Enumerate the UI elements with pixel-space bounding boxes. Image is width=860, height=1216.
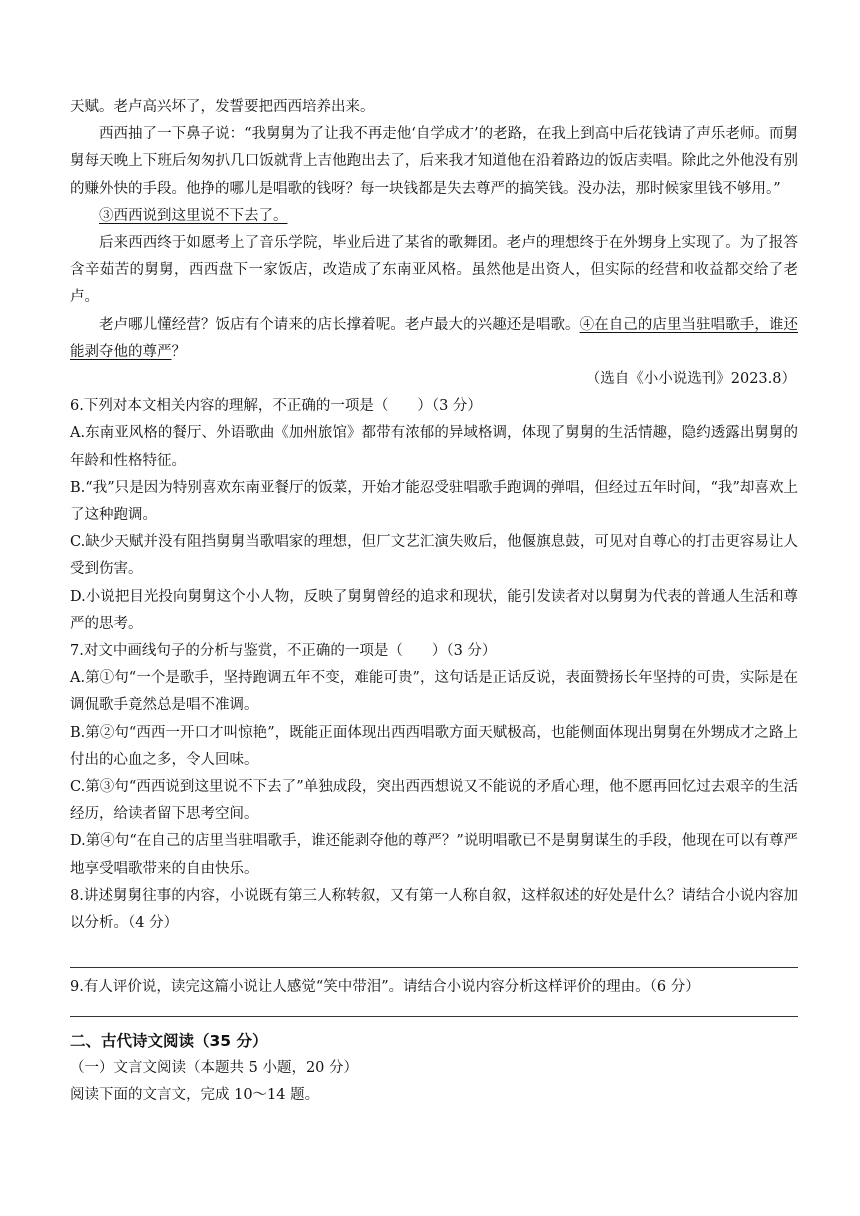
story-paragraph-5-text: 老卢哪儿懂经营？饭店有个请来的店长撑着呢。老卢最大的兴趣还是唱歌。 [99,316,580,333]
section-2-instruction: 阅读下面的文言文，完成 10～14 题。 [70,1086,320,1103]
question-6-stem: 6.下列对本文相关内容的理解，不正确的一项是（ ）（3 分） [70,398,482,415]
source-citation: （选自《小小说选刊》2023.8） [585,371,796,388]
question-6-option-c: C.缺少天赋并没有阻挡舅舅当歌唱家的理想，但厂文艺汇演失败后，他偃旗息鼓，可见对自尊心的打击更容易让人受到伤害。 [70,534,798,578]
question-7-option-a: A.第①句“一个是歌手，坚持跑调五年不变，难能可贵”，这句话是正话反说，表面赞扬长年坚持的可贵，实际是在调侃歌手竟然总是唱不准调。 [70,670,798,714]
underlined-sentence-4: ④在自己的店里当驻唱歌手，谁还能剥夺他的尊严 [70,316,799,360]
question-8: 8.讲述舅舅往事的内容，小说既有第三人称转叙，又有第一人称自叙，这样叙述的好处是什么？请结合小说内容加以分析。（4 分） [70,887,798,932]
question-7-stem: 7.对文中画线句子的分析与鉴赏，不正确的一项是（ ）（3 分） [70,643,497,660]
story-paragraph-1: 天赋。老卢高兴坏了，发誓要把西西培养出来。 [70,99,375,115]
story-paragraph-4: 后来西西终于如愿考上了音乐学院，毕业后进了某省的歌舞团。老卢的理想终于在外甥身上实现了。为了报答含辛茹苦的舅舅，西西盘下一家饭店，改造成了东南亚风格。虽然他是出资人，但实际的经营和收益都交给了老卢。 [70,235,798,306]
question-9: 9.有人评价说，读完这篇小说让人感觉“笑中带泪”。请结合小说内容分析这样评价的理由。（6 分） [70,979,700,996]
section-2-subtitle: （一）文言文阅读（本题共 5 小题，20 分） [70,1059,359,1076]
story-paragraph-3 [70,203,798,230]
question-6-option-b: B.“我”只是因为特别喜欢东南亚餐厅的饭菜，开始才能忍受驻唱歌手跑调的弹唱，但经过五年时间，“我”却喜欢上了这种跑调。 [70,479,798,524]
answer-line-9 [70,1016,798,1017]
question-7-option-c: C.第③句“西西说到这里说不下去了”单独成段，突出西西想说又不能说的矛盾心理，他不愿再回忆过去艰辛的生活经历，给读者留下思考空间。 [70,779,798,823]
story-paragraph-5-end: ？ [171,343,186,360]
question-6-option-a: A.东南亚风格的餐厅、外语歌曲《加州旅馆》都带有浓郁的异域格调，体现了舅舅的生活情趣，隐约透露出舅舅的年龄和性格特征。 [70,425,798,469]
underlined-sentence-3: ③西西说到这里说不下去了。 [99,207,288,224]
question-7-option-b: B.第②句“西西一开口才叫惊艳”，既能正面体现出西西唱歌方面天赋极高，也能侧面体现出舅舅在外甥成才之路上付出的心血之多，令人回味。 [70,724,798,768]
question-6-option-d: D.小说把目光投向舅舅这个小人物，反映了舅舅曾经的追求和现状，能引发读者对以舅舅为代表的普通人生活和尊严的思考。 [70,588,798,632]
story-paragraph-5 [70,312,798,366]
question-7-option-d: D.第④句“在自己的店里当驻唱歌手，谁还能剥夺他的尊严？”说明唱歌已不是舅舅谋生的手段，他现在可以有尊严地享受唱歌带来的自由快乐。 [70,833,798,877]
exam-page [70,94,798,1109]
story-paragraph-2: 西西抽了一下鼻子说：“我舅舅为了让我不再走他‘自学成才’的老路，在我上到高中后花钱请了声乐老师。而舅舅每天晚上下班后匆匆扒几口饭就背上吉他跑出去了，后来我才知道他在沿着路边的饭店卖唱。除此之外他没有别的赚外快的手段。他挣的哪儿是唱歌的钱呀？每一块钱都是失去尊严的搞笑钱。没办法，那时候家里钱不够用。” [70,126,798,197]
answer-line-8 [70,967,798,968]
section-2-title: 二、古代诗文阅读（35 分） [70,1031,268,1050]
